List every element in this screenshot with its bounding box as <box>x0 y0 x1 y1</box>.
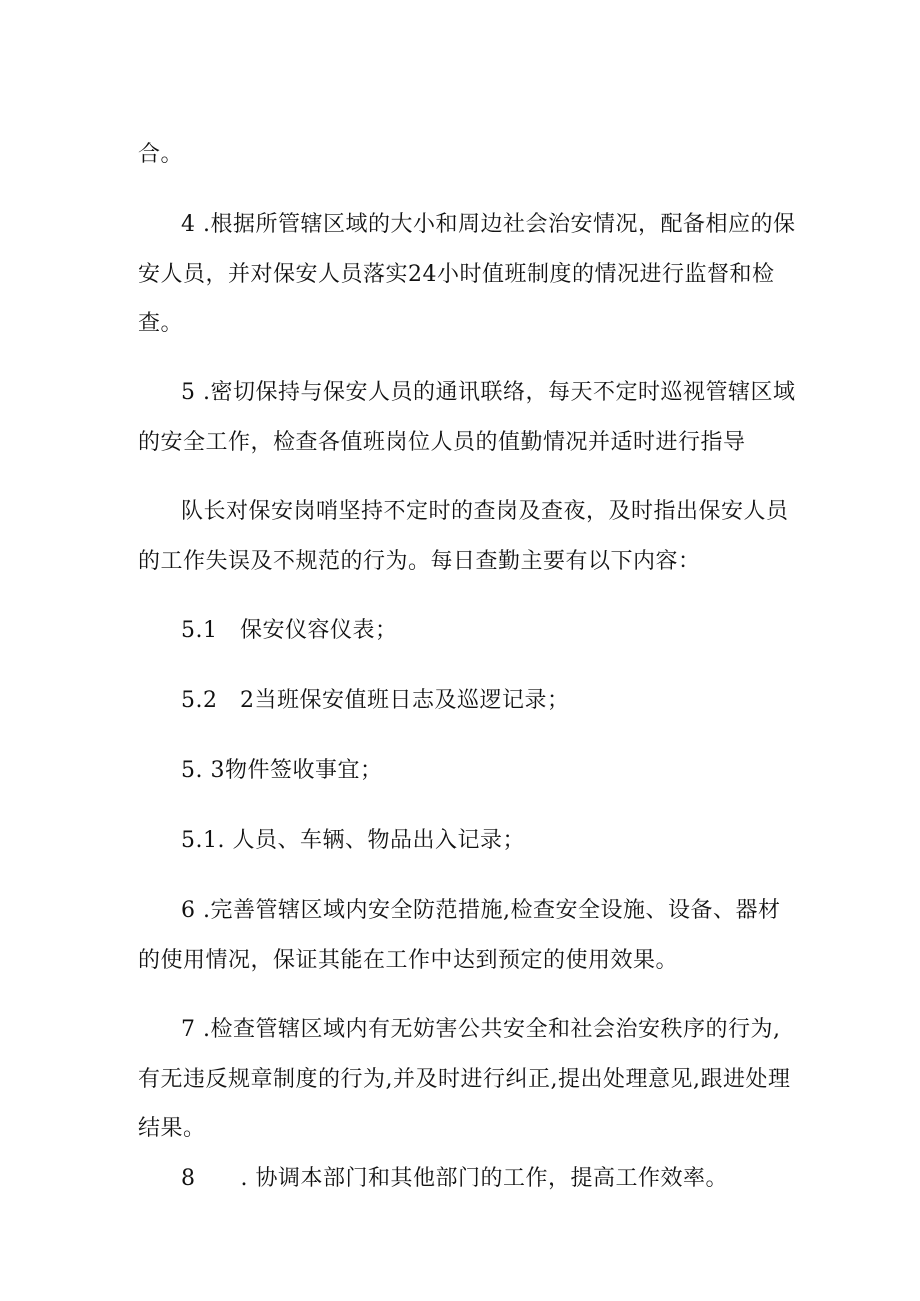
paragraph-line: 5 .密切保持与保安人员的通讯联络，每天不定时巡视管辖区域 <box>181 380 796 405</box>
paragraph-line: 合。 <box>138 142 184 167</box>
paragraph-line: 队长对保安岗哨坚持不定时的查岗及查夜，及时指出保安人员 <box>181 499 789 524</box>
list-item: 5.1. 人员、车辆、物品出入记录； <box>181 828 525 853</box>
list-item: 5.1 保安仪容仪表； <box>181 618 398 643</box>
paragraph-line: 查。 <box>138 311 184 336</box>
paragraph-line: 7 .检查管辖区域内有无妨害公共安全和社会治安秩序的行为, <box>181 1017 781 1042</box>
list-item: 5. 3物件签收事宜； <box>181 758 383 783</box>
paragraph-line: 6 .完善管辖区域内安全防范措施,检查安全设施、设备、器材 <box>181 898 781 923</box>
paragraph-line: 的使用情况，保证其能在工作中达到预定的使用效果。 <box>138 948 679 973</box>
paragraph-line: 的工作失误及不规范的行为。每日查勤主要有以下内容： <box>138 549 701 574</box>
paragraph-line: 8 . 协调本部门和其他部门的工作，提高工作效率。 <box>181 1166 728 1191</box>
paragraph-line: 安人员，并对保安人员落实24小时值班制度的情况进行监督和检 <box>138 262 775 287</box>
paragraph-line: 4 .根据所管辖区域的大小和周边社会治安情况，配备相应的保 <box>181 212 796 237</box>
paragraph-line: 有无违反规章制度的行为,并及时进行纠正,提出处理意见,跟进处理 <box>138 1067 791 1092</box>
paragraph-line: 的安全工作，检查各值班岗位人员的值勤情况并适时进行指导 <box>138 430 746 455</box>
list-item: 5.2 2当班保安值班日志及巡逻记录； <box>181 688 570 713</box>
paragraph-line: 结果。 <box>138 1116 206 1141</box>
